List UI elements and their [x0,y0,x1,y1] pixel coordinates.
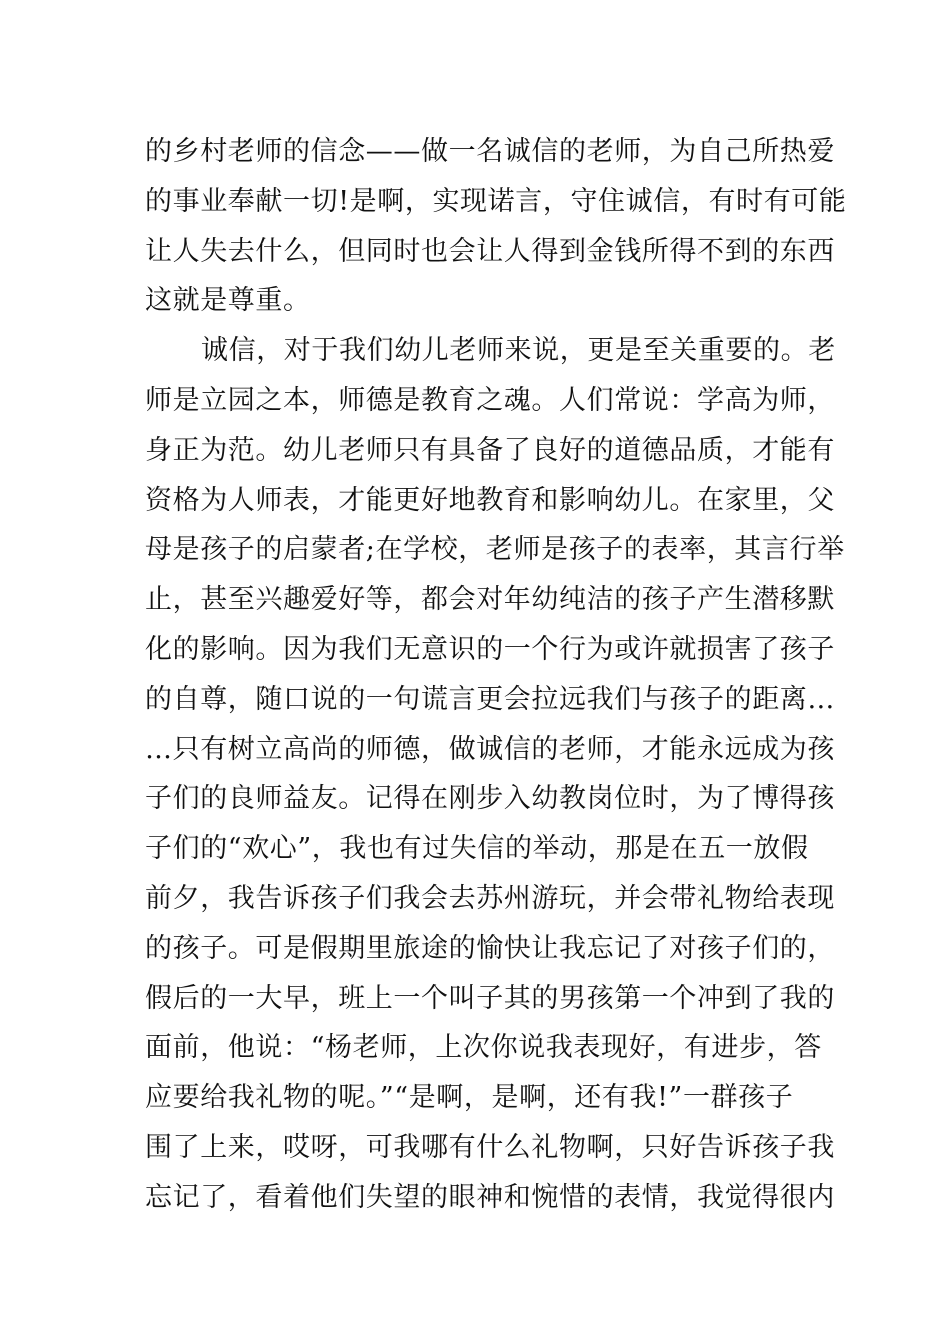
text-line: 子们的良师益友。记得在刚步入幼教岗位时，为了博得孩 [145,783,835,815]
text-line: …只有树立高尚的师德，做诚信的老师，才能永远成为孩 [145,733,835,765]
text-line: 这就是尊重。 [145,285,311,317]
text-line: 的乡村老师的信念——做一名诚信的老师，为自己所热爱 [145,136,835,167]
text-line: 的事业奉献一切!是啊，实现诺言，守住诚信，有时有可能 [145,185,847,217]
text-line: 师是立园之本，师德是教育之魂。人们常说：学高为师， [145,384,835,416]
text-line: 面前，他说：“杨老师，上次你说我表现好，有进步，答 [145,1032,822,1064]
text-line: 围了上来，哎呀，可我哪有什么礼物啊，只好告诉孩子我 [145,1131,835,1163]
text-line: 身正为范。幼儿老师只有具备了良好的道德品质，才能有 [145,434,835,466]
text-line: 止，甚至兴趣爱好等，都会对年幼纯洁的孩子产生潜移默 [145,584,835,616]
text-line: 应要给我礼物的呢。”“是啊，是啊，还有我!”一群孩子 [145,1082,794,1114]
text-line: 资格为人师表，才能更好地教育和影响幼儿。在家里，父 [145,484,835,516]
text-line: 忘记了，看着他们失望的眼神和惋惜的表情，我觉得很内 [145,1181,835,1213]
text-line: 前夕，我告诉孩子们我会去苏州游玩，并会带礼物给表现 [145,882,835,914]
text-line: 母是孩子的启蒙者;在学校，老师是孩子的表率，其言行举 [145,534,845,566]
text-line: 的自尊，随口说的一句谎言更会拉远我们与孩子的距离… [145,683,835,715]
body-text [145,127,847,1223]
text-line: 让人失去什么，但同时也会让人得到金钱所得不到的东西 [145,235,835,267]
text-line: 子们的“欢心”，我也有过失信的举动，那是在五一放假 [145,833,809,865]
text-line: 的孩子。可是假期里旅途的愉快让我忘记了对孩子们的， [145,932,835,964]
text-line: 假后的一大早，班上一个叫子其的男孩第一个冲到了我的 [145,982,835,1014]
text-line: 化的影响。因为我们无意识的一个行为或许就损害了孩子 [145,633,835,665]
paragraph-start-line: 诚信，对于我们幼儿老师来说，更是至关重要的。老 [201,335,836,367]
